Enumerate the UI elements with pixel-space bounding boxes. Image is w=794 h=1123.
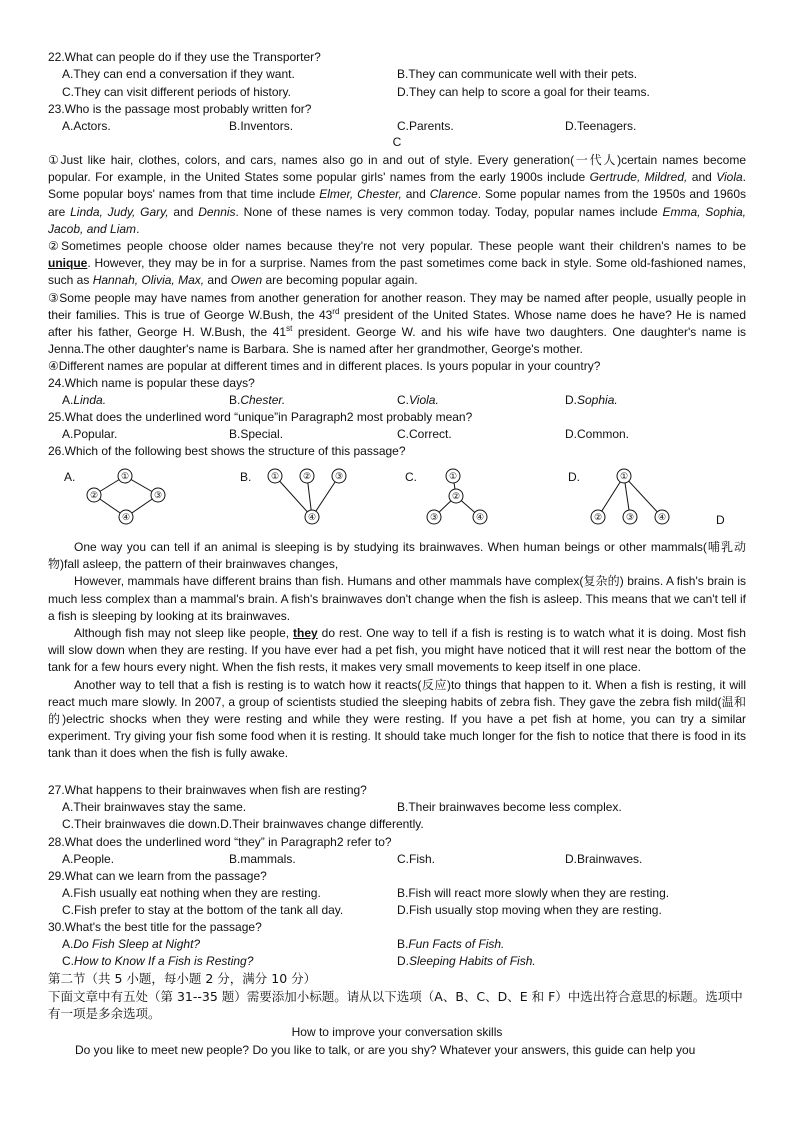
q29-option-c: C.Fish prefer to stay at the bottom of the tank all day. (62, 903, 344, 917)
node-3: ③ (153, 490, 163, 500)
q23-option-a: A.Actors. (62, 119, 111, 133)
q24-option-c: C.Viola. (397, 393, 439, 407)
node-1: ① (270, 471, 280, 481)
q22-option-c: C.They can visit different periods of history. (62, 85, 291, 99)
part2-heading: 第二节（共 5 小题，每小题 2 分，满分 10 分） (48, 971, 317, 986)
q23-option-d: D.Teenagers. (565, 119, 637, 133)
q29-option-a: A.Fish usually eat nothing when they are resting. (62, 886, 321, 900)
q24-option-d: D.Sophia. (565, 393, 618, 407)
q27-option-b: B.Their brainwaves become less complex. (397, 800, 622, 814)
q26-stem: 26.Which of the following best shows the structure of this passage? (48, 444, 406, 458)
q27-option-cd: C.Their brainwaves die down.D.Their brainwaves change differently. (62, 817, 424, 831)
q22-option-a: A.They can end a conversation if they want. (62, 67, 295, 81)
node-3: ③ (334, 471, 344, 481)
q28-option-a: A.People. (62, 852, 115, 866)
q28-stem: 28.What does the underlined word “they” in Paragraph2 refer to? (48, 835, 392, 849)
q26-diagram-a (80, 466, 180, 528)
q25-option-a: A.Popular. (62, 427, 118, 441)
q26-diagram-c (420, 466, 500, 528)
node-2: ② (89, 490, 99, 500)
passage-d-p1: One way you can tell if an animal is sleeping is by studying its brainwaves. When human beings or other mammals(哺乳动物)fall asleep, the pattern of their brainwaves changes, (48, 540, 746, 572)
node-4: ④ (307, 512, 317, 522)
q23-option-c: C.Parents. (397, 119, 454, 133)
q23-option-b: B.Inventors. (229, 119, 294, 133)
q27-stem: 27.What happens to their brainwaves when fish are resting? (48, 783, 367, 797)
section-d-label: D (716, 513, 725, 527)
q28-option-d: D.Brainwaves. (565, 852, 643, 866)
underlined-word-they: they (293, 626, 318, 641)
q22-option-d: D.They can help to score a goal for their teams. (397, 85, 650, 99)
q29-option-d: D.Fish usually stop moving when they are resting. (397, 903, 662, 917)
q29-option-b: B.Fish will react more slowly when they are resting. (397, 886, 670, 900)
passage-d-p3: Although fish may not sleep like people, they do rest. One way to tell if a fish is resting is to watch what it is doing. Most fish will slow down when they are resting. If you have ever had a pet fish, you might have noticed that it will rest near the bottom of the tank for a few hours every night. When the fish rests, it makes very small movements to keep itself in one place. (48, 626, 746, 675)
q30-option-d: D.Sleeping Habits of Fish. (397, 954, 536, 968)
q25-stem: 25.What does the underlined word “unique”in Paragraph2 most probably mean? (48, 410, 473, 424)
q26-label-d: D. (568, 470, 580, 484)
q22-option-b: B.They can communicate well with their pets. (397, 67, 638, 81)
q30-option-c: C.How to Know If a Fish is Resting? (62, 954, 254, 968)
q25-option-b: B.Special. (229, 427, 284, 441)
q25-option-d: D.Common. (565, 427, 630, 441)
node-2: ② (451, 491, 461, 501)
q28-option-c: C.Fish. (397, 852, 436, 866)
q26-label-a: A. (64, 470, 76, 484)
q30-option-a: A.Do Fish Sleep at Night? (62, 937, 201, 951)
q29-stem: 29.What can we learn from the passage? (48, 869, 267, 883)
passage-c-p1: ①Just like hair, clothes, colors, and cars, names also go in and out of style. Every generation(一代人)certain names become popular. For example, in the United States some popular girls' names from the early 1900s include Gertrude, Mildred, and Viola. Some popular boys' names from that time include Elmer, Chester, and Clarence. Some popular names from the 1950s and 1960s are Linda, Judy, Gary, and Dennis. None of these names is very common today. Today, popular names include Emma, Sophia, Jacob, and Liam. (48, 153, 747, 236)
node-2: ② (593, 512, 603, 522)
passage-d-p2: However, mammals have different brains than fish. Humans and other mammals have complex(复杂的) brains. A fish's brain is much less complex than a mammal's brain. A fish's brainwaves don't change when the fish is asleep. This means that we can't tell if a fish is sleeping by looking at its brainwaves. (48, 574, 746, 623)
node-1: ① (619, 471, 629, 481)
q24-option-b: B.Chester. (229, 393, 286, 407)
passage-d (48, 539, 746, 763)
q27-option-a: A.Their brainwaves stay the same. (62, 800, 247, 814)
q28-option-b: B.mammals. (229, 852, 296, 866)
q23-stem: 23.Who is the passage most probably written for? (48, 102, 312, 116)
section-c-label: C (392, 135, 402, 149)
q26-diagram-d (582, 466, 682, 528)
q24-stem: 24.Which name is popular these days? (48, 376, 255, 390)
passage-c-p2: ②Sometimes people choose older names because they're not very popular. These people want their children's names to be unique. However, they may be in for a surprise. Names from the past sometimes come back in style. Some old-fashioned names, such as Hannah, Olivia, Max, and Owen are becoming popular again. (48, 239, 746, 288)
part2-instruction: 下面文章中有五处（第 31--35 题）需要添加小标题。请从以下选项（A、B、C、D、E 和 F）中选出符合意思的标题。选项中有一项是多余选项。 (48, 989, 743, 1021)
q24-option-a: A.Linda. (62, 393, 107, 407)
node-1: ① (120, 471, 130, 481)
node-3: ③ (429, 512, 439, 522)
node-4: ④ (121, 512, 131, 522)
passage-c-p3: ③Some people may have names from another generation for another reason. They may be named after people, usually people in their families. This is true of George W.Bush, the 43rd president of the United States. Whose name does he have? He is named after his father, George H. W.Bush, the 41st president. George W. and his wife have two daughters. One daughter's name is Jenna.The other daughter's name is Barbara. She is named after her grandmother, George's mother. (48, 290, 746, 357)
q22-stem: 22.What can people do if they use the Transporter? (48, 50, 321, 64)
node-1: ① (448, 471, 458, 481)
passage-d-p4: Another way to tell that a fish is resting is to watch how it reacts(反应)to things that happen to it. When a fish is resting, it will react much mare slowly. In 2007, a group of scientists studied the sleeping habits of zebra fish. They gave the zebra fish mild(温和的)electric shocks when they were resting and while they were resting. If you have a pet fish at home, you can try a similar experiment. Try giving your fish some food when it is resting. It should take much longer for the fish to notice that there is food in its tank than it does when the fish is fully awake. (48, 677, 746, 761)
q30-option-b: B.Fun Facts of Fish. (397, 937, 505, 951)
underlined-word-unique: unique (48, 256, 88, 271)
passage-c (48, 152, 746, 376)
q26-diagram-b (262, 466, 362, 528)
q30-stem: 30.What's the best title for the passage? (48, 920, 262, 934)
part2-first-line: Do you like to meet new people? Do you like to talk, or are you shy? Whatever your answers, this guide can help you (75, 1043, 696, 1057)
node-4: ④ (475, 512, 485, 522)
q26-label-c: C. (405, 470, 417, 484)
q26-label-b: B. (240, 470, 252, 484)
passage-c-p4: ④Different names are popular at different times and in different places. Is yours popular in your country? (48, 359, 601, 374)
node-2: ② (302, 471, 312, 481)
part2-title: How to improve your conversation skills (291, 1025, 503, 1039)
node-4: ④ (657, 512, 667, 522)
q25-option-c: C.Correct. (397, 427, 452, 441)
node-3: ③ (625, 512, 635, 522)
